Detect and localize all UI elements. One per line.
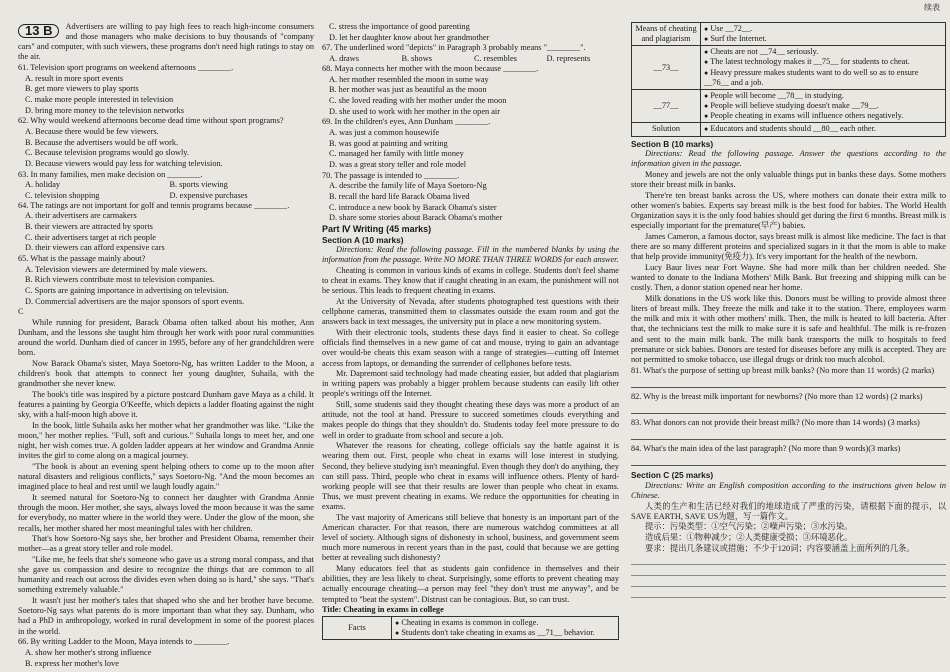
row-items — [701, 23, 946, 46]
item-text: Use __72__. — [710, 24, 753, 33]
bullet-icon: ● — [395, 629, 400, 638]
answer-option: D. Because viewers would pay less for watching television. — [25, 159, 223, 169]
answer-lines[interactable] — [631, 554, 946, 598]
answer-line[interactable] — [631, 456, 946, 466]
table-item — [704, 101, 942, 111]
bullet-icon: ● — [395, 618, 400, 627]
answer-option: C. managed her family with little money — [329, 149, 464, 159]
column-left — [18, 22, 314, 669]
paragraph: 人类的生产和生活已经对我们的地球造成了严重的污染，请根据下面的提示，以SAVE EARTH, SAVE US为题，写一篇作文。 — [631, 501, 946, 521]
row-items — [701, 123, 946, 136]
answer-option: B. get more viewers to play sports — [25, 84, 139, 94]
section-b-directions: Directions: Read the following passage. Answer the questions according to the information given in the passage. — [631, 149, 946, 169]
answer-option: A. Television viewers are determined by male viewers. — [25, 264, 208, 274]
bullet-icon: ● — [704, 48, 709, 57]
answer-line[interactable] — [631, 430, 946, 440]
table-item — [704, 111, 942, 121]
paragraph: It wasn't just her mother's tales that shaped who she and her brother have become. Soetoro-Ng says what parents do is more important than what they say. Dunham, who had a PhD in anthropology, worked in rural development in some of the poorest places in the world. — [18, 596, 314, 636]
question-63: 63. In many families, men make decision on ________. A. holiday B. sports viewing C. television shopping D. expensive purchases — [18, 170, 314, 201]
answer-line[interactable] — [631, 404, 946, 414]
item-text: The latest technology makes it __75__ for students to cheat. — [710, 57, 910, 67]
table-row — [632, 89, 946, 122]
questions-61-62 — [18, 63, 314, 169]
item-text: Cheats are not __74__ seriously. — [710, 47, 819, 57]
questions-68-70 — [322, 64, 619, 223]
paragraph: There're ten breast banks across the US, where mothers can donate their extra milk to other women's babies. Experts say breast milk is the best food for babies. The World Health Organization says it is the only food babies should get during the first 6 months. Breast milk is especially important for the premature(早产) babies. — [631, 190, 946, 231]
paragraph: In the book, little Suhaila asks her mother what her grandmother was like. "Like the moon," her mother replies. "Full, soft and curious." Suhaila longs to meet her, and one night, her wish comes true. A golden ladder appears at her window and Grandma Annie invites the girl to come along on a magical journey. — [18, 420, 314, 461]
passage-c — [18, 318, 314, 637]
item-text: People cheating in exams will influence others negatively. — [710, 111, 904, 121]
paragraph: James Cameron, a famous doctor, says breast milk is almost like medicine. The fact is that there are so many different proteins and specialized sugars in it that the mom is able to make that help provide immunity(免疫力). It's very important for the health of the newborn. — [631, 231, 946, 262]
paragraph: Whatever the reasons for cheating, college officials say the battle against it is wearing them out. First, people who cheat in exams will lose interest in studying. Second, they believe studying isn't meaningful. Even though they don't do anything, they can still pass. Third, people who cheat in exams will influence others. Plenty of hard-working people will see that their results are lower than people who cheat in exams. Thus, we must prevent cheating in exams. We reduce the opportunities for cheating in exams. — [322, 441, 619, 512]
column-middle: C. stress the importance of good parenting D. let her daughter know about her grandmother 67. The underlined word "depicts" in Paragraph 3 probably means "________". A. draws B. shows C. resembles D. represents 68. Maya connects her mother with the moon because ________. A. her mother resembled the moon in some way B. her mother was just as beautiful as the moon C. she loved reading with her mother under the moon D. she used to work with her mother in the open air 69. In the children's eyes, Ann Dunham ________. A. was just a common housewife B. was good at painting and writing C. managed her family with little money D. was a great story teller and role model 70. The passage is intended to ________. A. describe the family life of Maya Soetoro-Ng B. recall the hard life Barack Obama lived C. introduce a new book by Barack Obama's sister D. share some stories about Barack Obama's mother Part Ⅳ Writing (45 marks) Section A (10 marks) Directions: Read the following passage. Fill in the numbered blanks by using the information from the passage. Write NO MORE THAN THREE WORDS for each answer. Cheating is common in various kinds of exams in college. Students don't feel shame to cheat in exams. They know that if caught cheating in an exam, the punishment will not be serious. This leads to frequent cheating in exams. At the University of Nevada, after students photographed test questions with their cellphone cameras, transmitted them to classmates outside the exam room and got the answers back in text messages, the university put in place a new monitoring system. With their electronic tools, students these days find it easier to cheat. So college officials find themselves in a new game of cat and mouse, trying to gain an advantage over would-be cheats this exam season with a range of strategies—cutting off Internet access from laptops, or demanding the surrender of cellphones before tests. Mr. Dapremont said technology had made cheating easier, but added that plagiarism in writing papers was probably a bigger problem because students can easily lift other people's writings off the Internet. Still, some students said they thought cheating these days was more a product of an attitude, not the tool at hand. Pressure to succeed sometimes clouds everything and makes people do things that they shouldn't do. Students today feel more pressure to do well in order to graduate from school and secure a job. Whatever the reasons for cheating, college officials say the battle against it is wearing them out. First, people who cheat in exams will lose interest in studying. Second, they believe studying isn't meaningful. Even though they don't do anything, they can still pass. Third, people who cheat in exams will influence others. Plenty of hard-working people will see that their results are lower than people who cheat in exams. Thus, we must prevent cheating in exams. We reduce the opportunities for cheating in exams. The vast majority of Americans still believe that honesty is an important part of the American character. For that reason, there are numerous watchdog committees at all level of society. Although signs of dishonesty in school, business, and government seem much more numerous in recent years than in the past, could that because we are getting better at revealing such dishonesty? Many educators feel that as students gain confidence in themselves and their abilities, they are less likely to cheat. Surprisingly, some efforts to prevent cheating may actually encourage cheating—a person may feel "they don't trust me anyway", and be tempted to "beat the system". Distrust can be contagious. But, so can trust. Title: Cheating in exams in college Facts ● Cheating in exams is common in college. ● Students don't take cheating in exams as __71__ behavior. — [322, 22, 619, 640]
paragraph: 造成后果：①物种减少；②人类健康受损；③环境恶化。 — [645, 533, 853, 543]
questions-64-65 — [18, 201, 314, 307]
section-c-directions: Directions: Write an English composition according to the instructions given below in Chinese. — [631, 480, 946, 500]
answer-option: A. Because there would be few viewers. — [25, 127, 159, 137]
table-item — [704, 24, 942, 34]
page-mark: 续表 — [924, 3, 940, 12]
answer-option: D. their viewers can afford expensive cars — [25, 243, 165, 253]
milk-bank-passage — [631, 170, 946, 365]
answer-option: C. Sports are gaining importance in advertising on television. — [25, 285, 229, 295]
option-pair: A. holiday B. sports viewing — [25, 180, 228, 190]
item-text: Surf the Internet. — [710, 34, 767, 44]
answer-option: C. she loved reading with her mother under the moon — [329, 96, 507, 106]
bullet-icon: ● — [704, 58, 709, 67]
table-item — [704, 124, 942, 134]
paragraph: Cheating is common in various kinds of exams in college. Students don't feel shame to cheat in exams. They know that if caught cheating in an exam, the punishment will not be serious. This leads to frequent cheating in exams. — [322, 266, 619, 296]
table-item — [704, 47, 942, 57]
facts-items: ● Cheating in exams is common in college. ● Students don't take cheating in exams as __71__ behavior. — [392, 616, 619, 639]
section-a-directions: Directions: Read the following passage. Fill in the numbered blanks by using the information from the passage. Write NO MORE THAN THREE WORDS for each answer. — [322, 245, 619, 265]
passage-c-label: C — [18, 307, 24, 317]
bullet-icon: ● — [704, 125, 709, 134]
answer-option: D. was a great story teller and role model — [329, 160, 467, 170]
question-66: 66. By writing Ladder to the Moon, Maya intends to ________. A. show her mother's strong influence B. express her mother's love — [18, 637, 230, 668]
answer-option: C. introduce a new book by Barack Obama's sister — [329, 202, 497, 212]
question-stem: 70. The passage is intended to ________. — [322, 170, 460, 180]
option-pair: C. television shopping D. expensive purchases — [25, 190, 248, 200]
paragraph: "Like me, he feels that she's someone who gave us a strong moral compass, and that she gave us compassion and desire to recognize the things that are common to all humanity and reach out across the divides even when doing so is hard," she says. "That's something extremely valuable." — [18, 554, 314, 595]
table-item — [704, 57, 942, 67]
question-stem: 81. What's the purpose of setting up breast milk banks? (No more than 11 words) (2 marks) — [631, 365, 935, 375]
part-title: Part Ⅳ Writing (45 marks) — [322, 223, 432, 234]
table-row — [632, 23, 946, 46]
questions-81-84 — [631, 366, 946, 467]
paragraph: While running for president, Barack Obama often talked about his mother, Ann Dunham, and the lessons she taught him through her work with poor rural communities around the world. Dunham died of cancer in 1995, before any of her grandchildren were born. — [18, 317, 314, 358]
row-label: Solution — [632, 123, 701, 136]
answer-option: B. her mother was just as beautiful as the moon — [329, 85, 487, 95]
item-text: People will become __78__ in studying. — [710, 90, 844, 100]
bullet-icon: ● — [704, 112, 709, 121]
row-label: __73__ — [632, 46, 701, 90]
answer-option: C. make more people interested in television — [25, 95, 174, 105]
answer-option: B. Rich viewers contribute most to television companies. — [25, 275, 215, 285]
answer-option: D. Commercial advertisers are the major sponsors of sport events. — [25, 296, 245, 306]
question-67: 67. The underlined word "depicts" in Paragraph 3 probably means "________". A. draws B. shows C. resembles D. represents — [322, 43, 619, 64]
answer-option: B. their viewers are attracted by sports — [25, 221, 153, 231]
answer-option: D. she used to work with her mother in the open air — [329, 106, 500, 116]
paragraph: Milk donations in the US work like this. Donors must be willing to provide almost three liters of breast milk. They freeze the milk and take it to the station. There, employees warm the milk and mix it with other mothers' milk. Then, the milk is heated to kill bacteria. After that, the technicians test the milk to make sure it is safe and healthful. The milk is re-frozen and sent to the main milk bank. The milk bank transports the milk to hospitals to feed premature or sick babies. Donors are tested for diseases before any milk is accepted. They are not permitted to smoke tobacco, use illegal drugs or drink too much alcohol. — [631, 293, 946, 364]
facts-table — [322, 616, 619, 640]
bullet-icon: ● — [704, 68, 709, 77]
item-text: Heavy pressure makes students want to do well so as to ensure __76__ and a job. — [704, 67, 919, 87]
question-stem: 84. What's the main idea of the last paragraph? (No more than 9 words)(3 marks) — [631, 443, 901, 453]
question-stem: 61. Television sport programs on weekend afternoons ________. — [18, 63, 234, 73]
row-label: __77__ — [632, 89, 701, 122]
answer-option: B. Because the advertisers would be off work. — [25, 137, 179, 147]
answer-option: B. recall the hard life Barack Obama lived — [329, 192, 470, 201]
option-row: A. draws B. shows C. resembles D. represents — [329, 53, 591, 63]
paragraph: The vast majority of Americans still believe that honesty is an important part of the American character. For that reason, there are numerous watchdog committees at all level of society. Although signs of dishonesty in school, business, and government seem much more numerous in recent years than in the past, could that because we are getting better at revealing such dishonesty? — [322, 512, 619, 563]
answer-option: D. share some stories about Barack Obama's mother — [329, 213, 503, 223]
paragraph: Money and jewels are not the only valuable things put in banks these days. Some mothers store their breast milk in banks. — [631, 170, 946, 190]
question-stem: 68. Maya connects her mother with the moon because ________. — [322, 64, 539, 74]
item-text: People will believe studying doesn't make __79__. — [710, 101, 879, 111]
paragraph: It seemed natural for Soetoro-Ng to connect her daughter with Grandma Annie through the moon. Her mother, she says, always loved the moon because it was the same for everybody, no matter where in the world they were. Under the glow of the moon, she recalls, her mother shared her most meaningful tales with her children. — [18, 493, 314, 533]
paragraph: 提示：污染类型：①空气污染；②噪声污染；③水污染。 — [645, 522, 853, 532]
table-item — [704, 34, 942, 44]
bullet-icon: ● — [704, 35, 709, 44]
answer-option: A. their advertisers are carmakers — [25, 211, 137, 221]
row-items — [701, 89, 946, 122]
facts-label: Facts — [323, 616, 392, 639]
cheating-passage — [322, 266, 619, 605]
section-b-title: Section B (10 marks) — [631, 138, 714, 149]
paragraph: Now Barack Obama's sister, Maya Soetoro-Ng, has written Ladder to the Moon, a children's book that attempts to connect her young daughter, Suhaila, with the grandmother she never knew. — [18, 359, 314, 389]
question-stem: 64. The ratings are not important for golf and tennis programs because ________. — [18, 200, 290, 210]
row-items — [701, 46, 946, 90]
answer-option: A. her mother resembled the moon in some way — [329, 74, 489, 84]
row-label: Means of cheating and plagiarism — [632, 23, 701, 46]
question-stem: 83. What donors can not provide their breast milk? (No more than 14 words) (3 marks) — [631, 417, 920, 427]
table-item — [704, 68, 942, 88]
summary-table — [631, 22, 946, 137]
answer-line[interactable] — [631, 378, 946, 388]
paragraph: Many educators feel that as students gain confidence in themselves and their abilities, they are less likely to cheat. Surprisingly, some efforts to prevent cheating may actually encourage cheating—a person may feel "they don't trust me anyway", and be tempted to "beat the system". Distrust can be contagious. But, so can trust. — [322, 564, 619, 604]
table-title: Title: Cheating in exams in college — [322, 605, 444, 615]
answer-option: B. was good at painting and writing — [329, 138, 448, 148]
bullet-icon: ● — [704, 91, 709, 100]
column-right — [631, 22, 946, 598]
table-item — [704, 91, 942, 101]
table-row — [632, 46, 946, 90]
table-row — [632, 123, 946, 136]
section-a-title: Section A (10 marks) — [322, 234, 404, 245]
question-stem: 65. What is the passage mainly about? — [18, 253, 146, 263]
unit-badge: 13 B — [18, 24, 59, 38]
paragraph: The book's title was inspired by a picture postcard Dunham gave Maya as a child. It features a painting by Georgia O'Keeffe, which depicts a ladder floating against the night sky, with a half-moon high above it. — [18, 389, 314, 420]
answer-option: A. was just a common housewife — [329, 128, 440, 138]
section-c-title: Section C (25 marks) — [631, 470, 714, 481]
bullet-icon: ● — [704, 25, 709, 33]
paragraph: At the University of Nevada, after students photographed test questions with their cellphone cameras, transmitted them to classmates outside the exam room and got the answers back in text messages, the university put in place a new monitoring system. — [322, 297, 619, 327]
question-stem: 62. Why would weekend afternoons become dead time without sport programs? — [18, 116, 284, 126]
intro-paragraph: 13 B Advertisers are willing to pay high fees to reach high-income consumers and those managers who make decisions to buy thousands of "company cars" and computer, with such viewers, these programs don't need high ratings to stay on the air. — [18, 22, 314, 62]
paragraph: Mr. Dapremont said technology had made cheating easier, but added that plagiarism in writing papers was probably a bigger problem because students can easily lift other people's writings off the Internet. — [322, 369, 619, 399]
paragraph: "The book is about an evening spent helping others to come up to the moon after natural disasters and religious conflicts," says Soetoro-Ng. "And the moon becomes an imagined place to heal and rest until we laugh loudly again." — [18, 462, 314, 492]
answer-option: C. their advertisers target at rich people — [25, 232, 156, 242]
bullet-icon: ● — [704, 102, 709, 111]
item-text: Educators and students should __80__ each other. — [710, 124, 876, 134]
paragraph: With their electronic tools, students these days find it easier to cheat. So college officials find themselves in a new game of cat and mouse, trying to gain an advantage over would-be cheats this exam season with a range of strategies—cutting off Internet access from laptops, or demanding the surrender of cellphones before tests. — [322, 328, 619, 368]
question-stem: 69. In the children's eyes, Ann Dunham ________. — [322, 117, 491, 127]
paragraph: That's how Soetoro-Ng says she, her brother and President Obama, remember their mother—as a great story teller and role model. — [18, 534, 314, 554]
paragraph: Still, some students said they thought cheating these days was more a product of an attitude, not the tool at hand. Pressure to succeed sometimes clouds everything and makes people do things that they shouldn't do. Students today feel more pressure to do well in order to graduate from school and secure a job. — [322, 400, 619, 440]
question-stem: 82. Why is the breast milk important for newborns? (No more than 12 words) (2 marks) — [631, 391, 923, 401]
answer-option: C. Because television programs would go slowly. — [25, 148, 189, 158]
paragraph: 要求：提出几条建议或措施；不少于120词；内容要涵盖上面所列的几条。 — [645, 543, 915, 553]
composition-prompt — [631, 502, 946, 554]
answer-option: A. describe the family life of Maya Soetoro-Ng — [329, 181, 487, 191]
answer-option: D. bring more money to the television networks — [25, 105, 184, 115]
answer-option: A. result in more sport events — [25, 73, 124, 83]
paragraph: Lucy Baur lives near Fort Wayne. She had more milk than her children needed. She wanted to donate to the Indiana Mothers' Milk Bank. But freezing and shipping milk can be costly. Then, a donor station opened near her home. — [631, 262, 946, 293]
